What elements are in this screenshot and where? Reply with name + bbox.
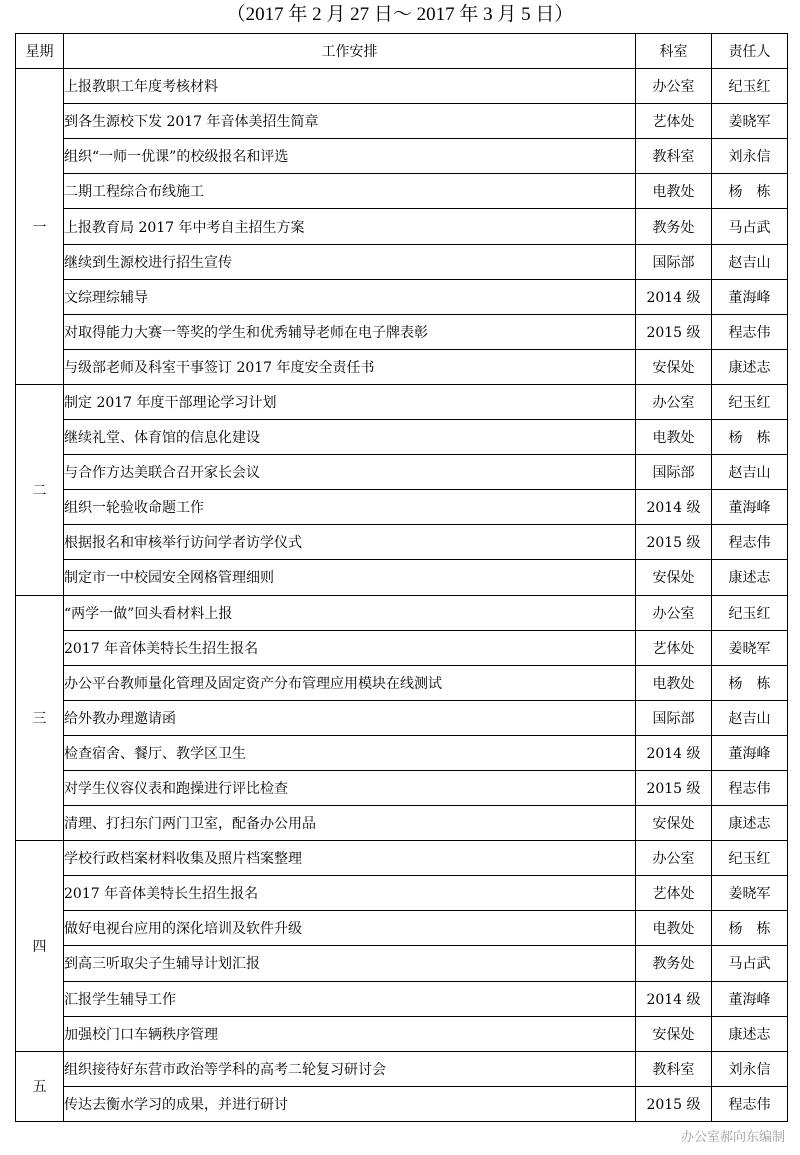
department-cell: 教务处: [636, 209, 712, 244]
table-row: [16, 946, 788, 981]
task-cell: 对学生仪容仪表和跑操进行评比检查: [64, 770, 636, 805]
department-cell: 2014 级: [636, 735, 712, 770]
table-row: [16, 560, 788, 595]
table-row: [16, 630, 788, 665]
task-cell: 继续礼堂、体育馆的信息化建设: [64, 420, 636, 455]
task-cell: 制定市一中校园安全网格管理细则: [64, 560, 636, 595]
task-cell: 组织“一师一优课”的校级报名和评选: [64, 139, 636, 174]
header-task: 工作安排: [64, 34, 636, 69]
department-cell: 国际部: [636, 244, 712, 279]
table-row: [16, 595, 788, 630]
department-cell: 艺体处: [636, 876, 712, 911]
responsible-person-cell: 程志伟: [712, 314, 788, 349]
task-cell: 文综理综辅导: [64, 279, 636, 314]
responsible-person-cell: 赵吉山: [712, 244, 788, 279]
department-cell: 2014 级: [636, 279, 712, 314]
responsible-person-cell: 杨 栋: [712, 665, 788, 700]
responsible-person-cell: 程志伟: [712, 525, 788, 560]
weekday-cell: 三: [16, 595, 64, 841]
responsible-person-cell: 程志伟: [712, 1086, 788, 1121]
table-row: [16, 911, 788, 946]
task-cell: 上报教职工年度考核材料: [64, 69, 636, 104]
responsible-person-cell: 姜晓军: [712, 104, 788, 139]
task-cell: 学校行政档案材料收集及照片档案整理: [64, 841, 636, 876]
responsible-person-cell: 董海峰: [712, 279, 788, 314]
department-cell: 教务处: [636, 946, 712, 981]
task-cell: 组织一轮验收命题工作: [64, 490, 636, 525]
department-cell: 2014 级: [636, 490, 712, 525]
task-cell: “两学一做”回头看材料上报: [64, 595, 636, 630]
department-cell: 办公室: [636, 384, 712, 419]
responsible-person-cell: 康述志: [712, 1016, 788, 1051]
responsible-person-cell: 纪玉红: [712, 841, 788, 876]
weekday-cell: 五: [16, 1051, 64, 1121]
weekday-cell: 二: [16, 384, 64, 595]
table-row: [16, 455, 788, 490]
task-cell: 与级部老师及科室干事签订 2017 年度安全责任书: [64, 349, 636, 384]
header-day: 星期: [16, 34, 64, 69]
task-cell: 检查宿舍、餐厅、教学区卫生: [64, 735, 636, 770]
responsible-person-cell: 姜晓军: [712, 876, 788, 911]
table-row: [16, 700, 788, 735]
department-cell: 办公室: [636, 841, 712, 876]
department-cell: 2014 级: [636, 981, 712, 1016]
task-cell: 上报教育局 2017 年中考自主招生方案: [64, 209, 636, 244]
table-row: [16, 841, 788, 876]
task-cell: 制定 2017 年度干部理论学习计划: [64, 384, 636, 419]
table-row: [16, 209, 788, 244]
department-cell: 2015 级: [636, 1086, 712, 1121]
responsible-person-cell: 刘永信: [712, 1051, 788, 1086]
department-cell: 电教处: [636, 174, 712, 209]
responsible-person-cell: 刘永信: [712, 139, 788, 174]
task-cell: 加强校门口车辆秩序管理: [64, 1016, 636, 1051]
table-row: [16, 244, 788, 279]
task-cell: 二期工程综合布线施工: [64, 174, 636, 209]
task-cell: 2017 年音体美特长生招生报名: [64, 876, 636, 911]
table-header-row: [16, 34, 788, 69]
responsible-person-cell: 杨 栋: [712, 420, 788, 455]
table-row: [16, 139, 788, 174]
weekly-schedule-table: [15, 33, 788, 1122]
responsible-person-cell: 纪玉红: [712, 384, 788, 419]
responsible-person-cell: 程志伟: [712, 770, 788, 805]
responsible-person-cell: 康述志: [712, 806, 788, 841]
table-row: [16, 420, 788, 455]
responsible-person-cell: 马占武: [712, 946, 788, 981]
responsible-person-cell: 马占武: [712, 209, 788, 244]
responsible-person-cell: 董海峰: [712, 981, 788, 1016]
task-cell: 2017 年音体美特长生招生报名: [64, 630, 636, 665]
task-cell: 组织接待好东营市政治等学科的高考二轮复习研讨会: [64, 1051, 636, 1086]
table-row: [16, 665, 788, 700]
responsible-person-cell: 董海峰: [712, 735, 788, 770]
table-row: [16, 981, 788, 1016]
schedule-date-range-title: （2017 年 2 月 27 日～ 2017 年 3 月 5 日）: [226, 4, 574, 25]
department-cell: 2015 级: [636, 770, 712, 805]
department-cell: 教科室: [636, 1051, 712, 1086]
table-row: [16, 735, 788, 770]
table-row: [16, 770, 788, 805]
department-cell: 办公室: [636, 595, 712, 630]
task-cell: 到高三听取尖子生辅导计划汇报: [64, 946, 636, 981]
department-cell: 2015 级: [636, 314, 712, 349]
table-row: [16, 349, 788, 384]
department-cell: 国际部: [636, 455, 712, 490]
task-cell: 根据报名和审核举行访问学者访学仪式: [64, 525, 636, 560]
table-row: [16, 525, 788, 560]
table-row: [16, 174, 788, 209]
responsible-person-cell: 赵吉山: [712, 700, 788, 735]
department-cell: 安保处: [636, 560, 712, 595]
responsible-person-cell: 纪玉红: [712, 69, 788, 104]
task-cell: 到各生源校下发 2017 年音体美招生简章: [64, 104, 636, 139]
task-cell: 与合作方达美联合召开家长会议: [64, 455, 636, 490]
table-row: [16, 806, 788, 841]
responsible-person-cell: 赵吉山: [712, 455, 788, 490]
task-cell: 汇报学生辅导工作: [64, 981, 636, 1016]
department-cell: 国际部: [636, 700, 712, 735]
department-cell: 教科室: [636, 139, 712, 174]
department-cell: 艺体处: [636, 630, 712, 665]
task-cell: 做好电视台应用的深化培训及软件升级: [64, 911, 636, 946]
department-cell: 办公室: [636, 69, 712, 104]
table-row: [16, 1016, 788, 1051]
task-cell: 给外教办理邀请函: [64, 700, 636, 735]
department-cell: 电教处: [636, 665, 712, 700]
table-row: [16, 314, 788, 349]
table-row: [16, 876, 788, 911]
responsible-person-cell: 纪玉红: [712, 595, 788, 630]
table-row: [16, 1086, 788, 1121]
department-cell: 2015 级: [636, 525, 712, 560]
responsible-person-cell: 董海峰: [712, 490, 788, 525]
task-cell: 传达去衡水学习的成果，并进行研讨: [64, 1086, 636, 1121]
department-cell: 安保处: [636, 349, 712, 384]
task-cell: 办公平台教师量化管理及固定资产分布管理应用模块在线测试: [64, 665, 636, 700]
responsible-person-cell: 杨 栋: [712, 174, 788, 209]
department-cell: 安保处: [636, 806, 712, 841]
weekday-cell: 一: [16, 69, 64, 385]
department-cell: 电教处: [636, 420, 712, 455]
weekday-cell: 四: [16, 841, 64, 1052]
responsible-person-cell: 康述志: [712, 560, 788, 595]
header-person: 责任人: [712, 34, 788, 69]
responsible-person-cell: 姜晓军: [712, 630, 788, 665]
table-row: [16, 490, 788, 525]
table-row: [16, 384, 788, 419]
task-cell: 对取得能力大赛一等奖的学生和优秀辅导老师在电子牌表彰: [64, 314, 636, 349]
responsible-person-cell: 康述志: [712, 349, 788, 384]
header-dept: 科室: [636, 34, 712, 69]
department-cell: 安保处: [636, 1016, 712, 1051]
task-cell: 清理、打扫东门两门卫室，配备办公用品: [64, 806, 636, 841]
task-cell: 继续到生源校进行招生宣传: [64, 244, 636, 279]
department-cell: 艺体处: [636, 104, 712, 139]
schedule-body: [16, 69, 788, 1122]
table-row: [16, 279, 788, 314]
table-row: [16, 1051, 788, 1086]
table-row: [16, 104, 788, 139]
responsible-person-cell: 杨 栋: [712, 911, 788, 946]
department-cell: 电教处: [636, 911, 712, 946]
compiled-by-note: 办公室郝向东编制: [680, 1130, 785, 1145]
table-row: [16, 69, 788, 104]
